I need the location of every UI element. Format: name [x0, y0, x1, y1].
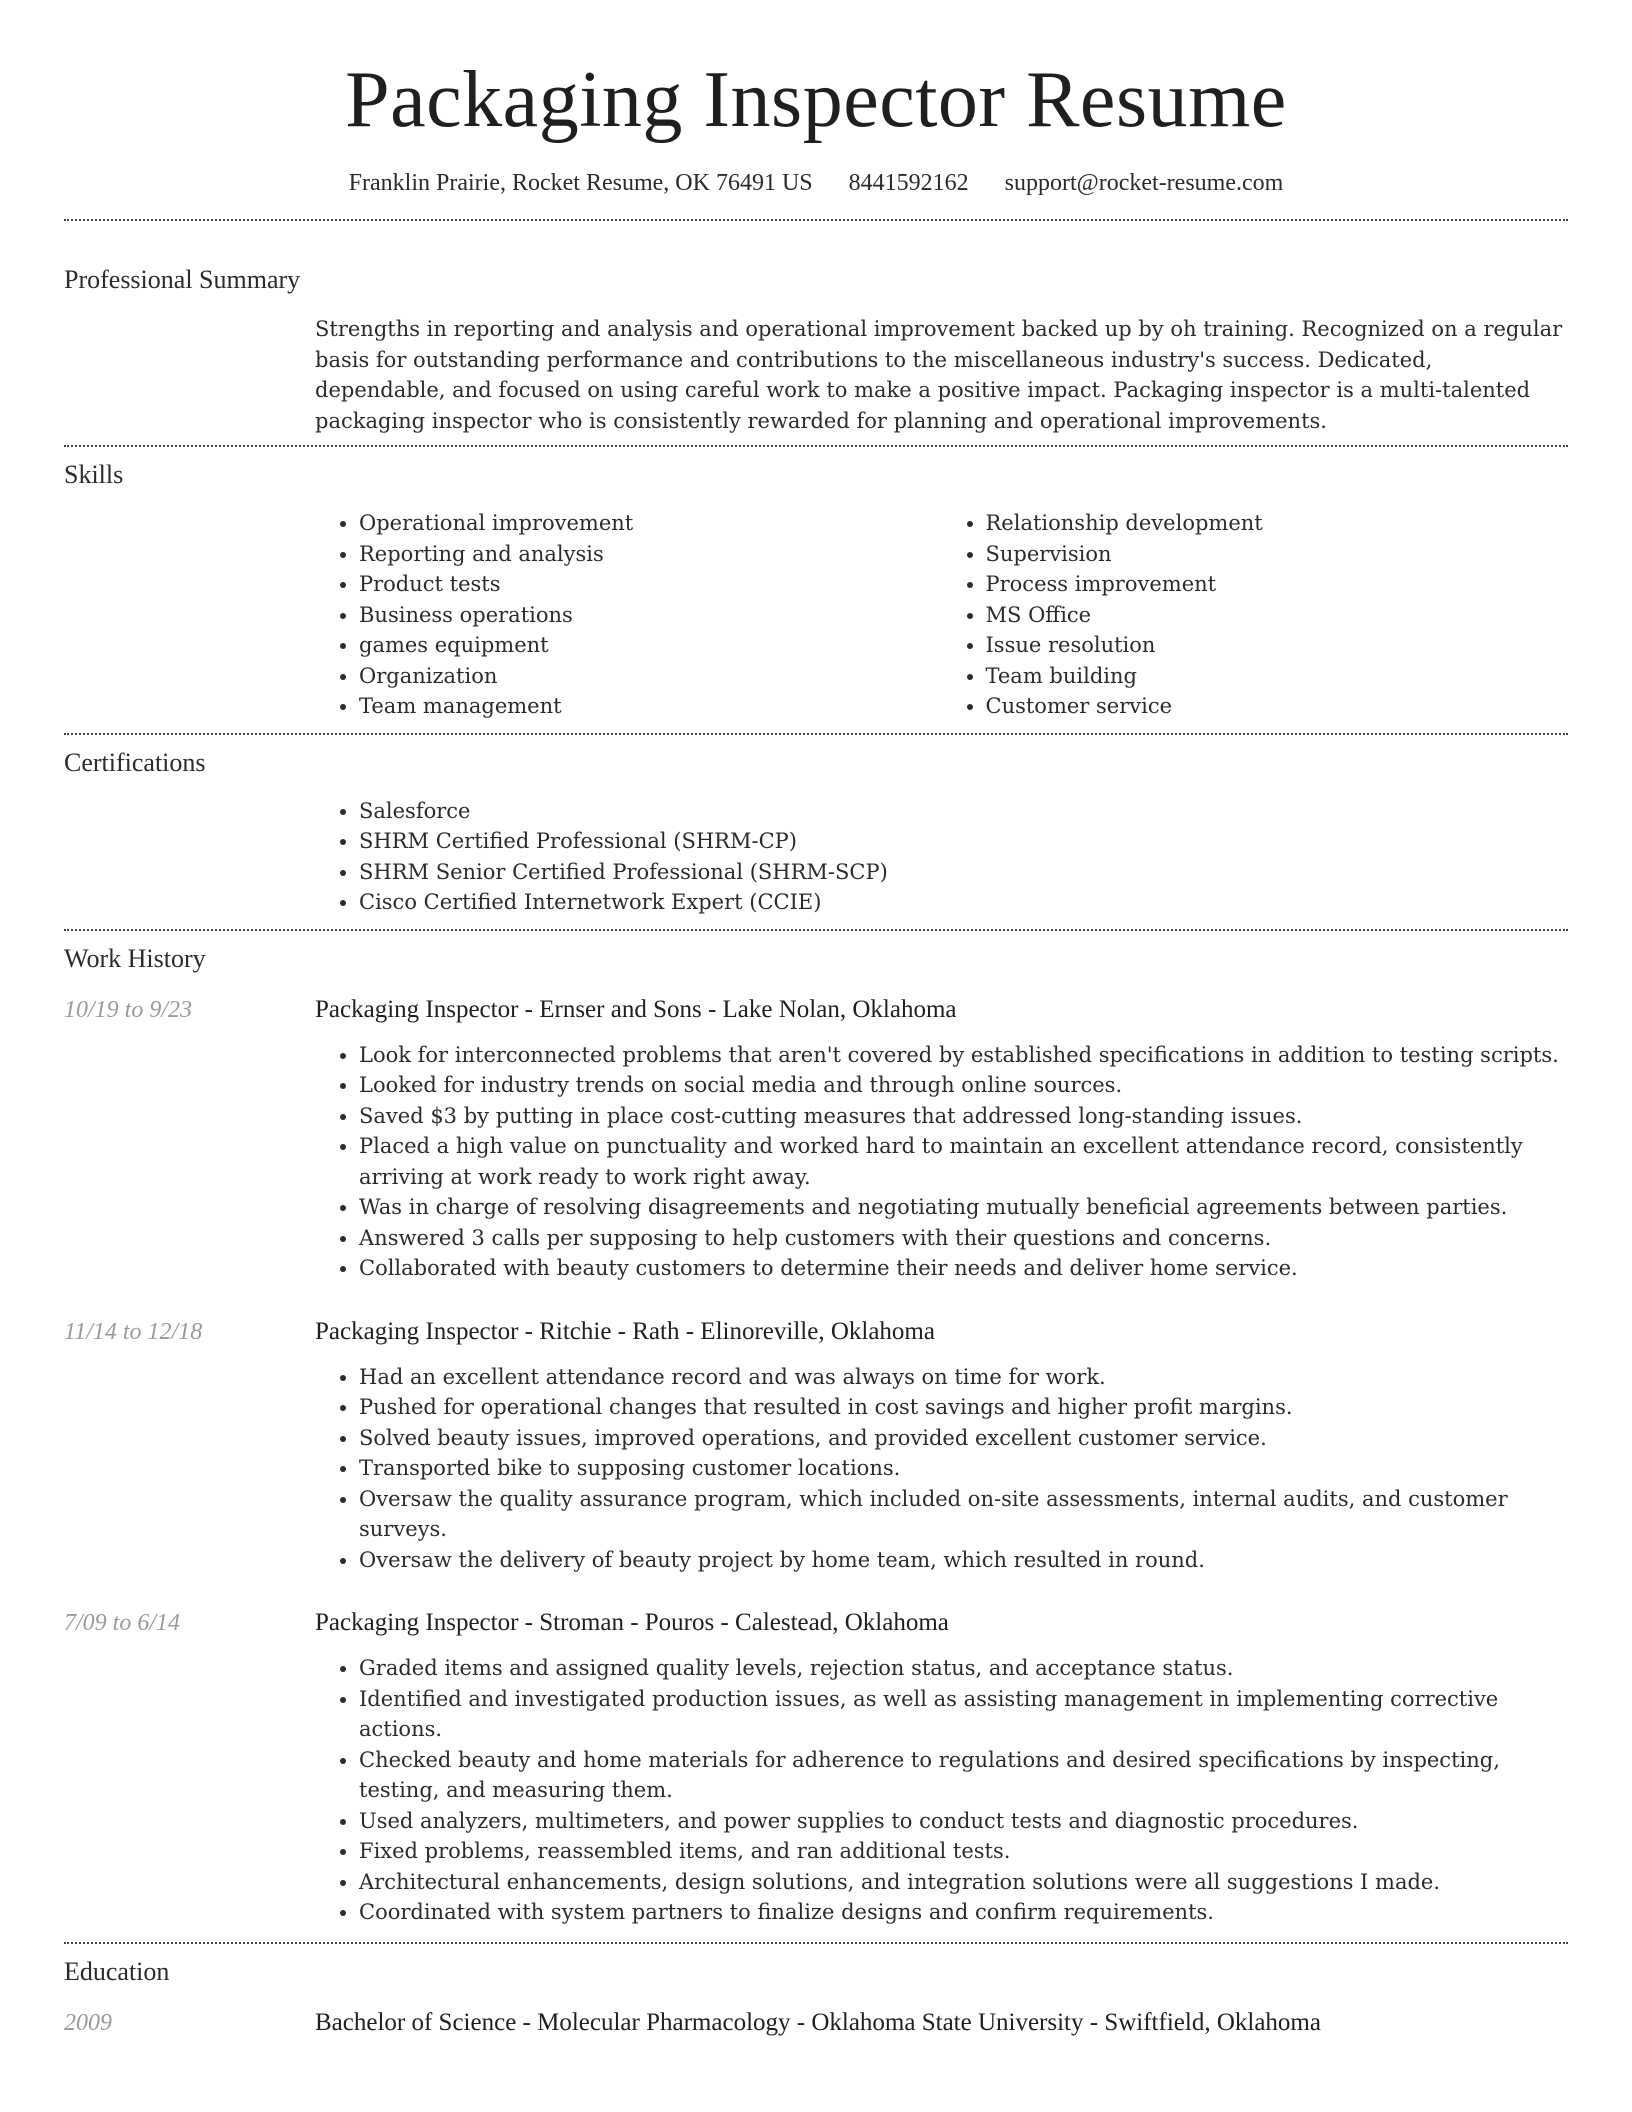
- list-item: • Fixed problems, reassembled items, and ran additional tests.: [359, 1836, 1568, 1867]
- list-item: • Graded items and assigned quality levels, rejection status, and acceptance status.: [359, 1653, 1568, 1684]
- list-item: • Relationship development: [986, 508, 1569, 539]
- list-item: • Product tests: [359, 569, 942, 600]
- list-item: • Placed a high value on punctuality and worked hard to maintain an excellent attendance record, consistently arriving at work ready to work right away.: [359, 1131, 1568, 1192]
- section-divider: [64, 1942, 1568, 1944]
- job-header: [64, 1609, 1568, 1637]
- skills-list-right: [942, 508, 1569, 722]
- job-bullets: [315, 1040, 1568, 1284]
- list-item: • Checked beauty and home materials for adherence to regulations and desired specifications by inspecting, testing, and measuring them.: [359, 1745, 1568, 1806]
- list-item: • Team building: [986, 661, 1569, 692]
- list-item: • Oversaw the delivery of beauty project by home team, which resulted in round.: [359, 1545, 1568, 1576]
- list-item: • Process improvement: [986, 569, 1569, 600]
- list-item: • Solved beauty issues, improved operations, and provided excellent customer service.: [359, 1423, 1568, 1454]
- list-item: • Collaborated with beauty customers to determine their needs and deliver home service.: [359, 1253, 1568, 1284]
- job-header: [64, 996, 1568, 1024]
- list-item: • Operational improvement: [359, 508, 942, 539]
- list-item: • games equipment: [359, 630, 942, 661]
- list-item: • Oversaw the quality assurance program, which included on-site assessments, internal audits, and customer surveys.: [359, 1484, 1568, 1545]
- summary-heading: Professional Summary: [64, 265, 301, 294]
- job-dates: 10/19 to 9/23: [64, 996, 193, 1023]
- contact-address: Franklin Prairie, Rocket Resume, OK 76491 US: [348, 170, 813, 196]
- list-item: • Had an excellent attendance record and was always on time for work.: [359, 1362, 1568, 1393]
- certifications-heading: Certifications: [64, 747, 206, 777]
- list-item: • Architectural enhancements, design solutions, and integration solutions were all suggestions I made.: [359, 1867, 1568, 1898]
- list-item: • Cisco Certified Internetwork Expert (CCIE): [359, 887, 1568, 918]
- list-item: • Transported bike to supposing customer locations.: [359, 1453, 1568, 1484]
- certifications-list: [315, 796, 1568, 918]
- list-item: • MS Office: [986, 600, 1569, 631]
- education-entry: [64, 2009, 1568, 2037]
- section-divider: [64, 929, 1568, 931]
- skills-columns: [315, 508, 1568, 722]
- list-item: • Looked for industry trends on social media and through online sources.: [359, 1070, 1568, 1101]
- section-divider: [64, 733, 1568, 735]
- summary-text: Strengths in reporting and analysis and operational improvement backed up by oh training. Recognized on a regular basis for outstanding performance and contributions to the miscellaneous industry's success. Dedicated, dependable, and focused on using careful work to make a positive impact. Packaging inspector is a multi-talented packaging inspector who is consistently rewarded for planning and operational improvements.: [315, 317, 1563, 433]
- resume-title: Packaging Inspector Resume: [345, 56, 1287, 144]
- list-item: • SHRM Senior Certified Professional (SHRM-SCP): [359, 857, 1568, 888]
- list-item: • Look for interconnected problems that aren't covered by established specifications in addition to testing scripts.: [359, 1040, 1568, 1071]
- list-item: • Team management: [359, 691, 942, 722]
- list-item: • Business operations: [359, 600, 942, 631]
- section-divider: [64, 445, 1568, 447]
- job-title: Packaging Inspector - Stroman - Pouros - Calestead, Oklahoma: [315, 1609, 949, 1636]
- list-item: • Customer service: [986, 691, 1569, 722]
- education-year: 2009: [64, 2009, 112, 2036]
- contact-phone: 8441592162: [848, 170, 969, 196]
- skills-heading: Skills: [64, 460, 124, 489]
- job-dates: 7/09 to 6/14: [64, 1610, 181, 1636]
- education-heading: Education: [64, 1956, 170, 1986]
- list-item: • Salesforce: [359, 796, 1568, 827]
- list-item: • Saved $3 by putting in place cost-cutting measures that addressed long-standing issues.: [359, 1101, 1568, 1132]
- job-dates: 11/14 to 12/18: [64, 1318, 203, 1345]
- contact-email: support@rocket-resume.com: [1004, 170, 1284, 196]
- job-title: Packaging Inspector - Ernser and Sons - Lake Nolan, Oklahoma: [315, 995, 957, 1023]
- skills-list-left: [315, 508, 942, 722]
- list-item: • Identified and investigated production issues, as well as assisting management in implementing corrective actions.: [359, 1684, 1568, 1745]
- job-bullets: [315, 1653, 1568, 1928]
- list-item: • Used analyzers, multimeters, and power supplies to conduct tests and diagnostic procedures.: [359, 1806, 1568, 1837]
- list-item: • Pushed for operational changes that resulted in cost savings and higher profit margins.: [359, 1392, 1568, 1423]
- section-divider: [64, 219, 1568, 221]
- job-bullets: [315, 1362, 1568, 1576]
- list-item: • Answered 3 calls per supposing to help customers with their questions and concerns.: [359, 1223, 1568, 1254]
- certifications-block: [315, 796, 1568, 918]
- list-item: • Organization: [359, 661, 942, 692]
- job-header: [64, 1318, 1568, 1346]
- contact-line: [64, 170, 1568, 197]
- list-item: • Was in charge of resolving disagreements and negotiating mutually beneficial agreements between parties.: [359, 1192, 1568, 1223]
- list-item: • Issue resolution: [986, 630, 1569, 661]
- list-item: • Coordinated with system partners to finalize designs and confirm requirements.: [359, 1897, 1568, 1928]
- job-title: Packaging Inspector - Ritchie - Rath - Elinoreville, Oklahoma: [315, 1317, 935, 1345]
- list-item: • Supervision: [986, 539, 1569, 570]
- list-item: • Reporting and analysis: [359, 539, 942, 570]
- education-degree: Bachelor of Science - Molecular Pharmacology - Oklahoma State University - Swiftfield, Oklahoma: [315, 2008, 1321, 2036]
- list-item: • SHRM Certified Professional (SHRM-CP): [359, 826, 1568, 857]
- work-history-heading: Work History: [64, 943, 206, 973]
